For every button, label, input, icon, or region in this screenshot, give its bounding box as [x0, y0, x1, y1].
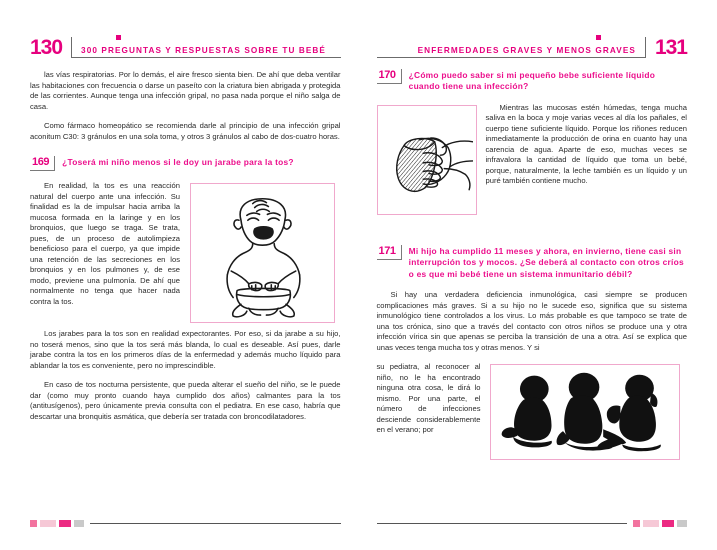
footer-block-pink — [633, 520, 640, 527]
figure-three-children — [490, 364, 680, 460]
footer-block-pink — [30, 520, 37, 527]
left-bottom-text — [30, 329, 341, 422]
footer-color-blocks — [633, 520, 687, 527]
question-170-block — [377, 69, 688, 93]
footer-block-lightpink — [40, 520, 56, 527]
paragraph: En caso de tos nocturna persistente, que pueda alterar el sueño del niño, se le puede dar (como muy pronto cuando haya cumplido dos años) calmantes para la tos (antitusígenos), pero únicamente previa consulta con el pediatra. En ese caso, habría que descartar una bronquitis asmática, que debería ser tratada con broncodilatadores. — [30, 380, 341, 421]
footer-block-gray — [74, 520, 84, 527]
question-text-171: Mi hijo ha cumplido 11 meses y ahora, en invierno, tiene casi sin interrupción tos y mocos. ¿Se deberá al contacto con otros críos o es que mi bebé tiene un sistema inmunitario débil? — [408, 245, 684, 279]
left-footer-ornament — [30, 518, 341, 528]
answer-170-column — [486, 103, 688, 215]
paragraph: Como fármaco homeopático se recomienda darle al principio de una infección gripal aconitum C30: 3 gránulos en una sola toma, y otros 3 gránulos al cabo de dos-cuatro horas. — [30, 121, 341, 141]
question-171-block — [377, 245, 688, 280]
page-number-right: 131 — [654, 36, 687, 59]
question-number-171: 171 — [377, 245, 402, 260]
paragraph: Si hay una verdadera deficiencia inmunológica, casi siempre se producen complicaciones más graves. Si a su hijo no le sucede eso, significa que su sistema inmunológico tiene controlados a los virus. Lo más probable es que tampoco se trate de una tos crónica, sino que a través del contacto con otros niños se produce una y otra infección vírica sin que apenas se perciba la transición de una a otra. Así se explica que unas veces tenga mucha tos y otras menos. Y si — [376, 290, 687, 352]
question-text-170: ¿Cómo puedo saber si mi pequeño bebe suficiente líquido cuando tiene una infección? — [408, 70, 656, 92]
page-number-left: 130 — [30, 36, 63, 59]
paragraph: Los jarabes para la tos son en realidad expectorantes. Por eso, si da jarabe a su hijo, no toserá menos, sino que la tos será más blanda, lo cual es deseable. Así pues, darle jarabe contra la tos en los primeros días de la enfermedad y además mucho líquido para ablandar la tos es conveniente, pero no imprescindible. — [30, 329, 341, 370]
figure-hands-cup — [377, 105, 477, 215]
three-children-silhouettes-icon — [494, 368, 676, 456]
footer-block-magenta — [59, 520, 71, 527]
question-169-content — [30, 181, 341, 323]
paragraph: su pediatra, al reconocer al niño, no le ha encontrado ninguna otra cosa, le dirá lo mismo. Por una parte, el número de infecciones desciende considerablemente en el verano; por — [376, 362, 481, 435]
running-head-rule-left — [71, 37, 340, 58]
figure-crying-baby — [190, 183, 335, 323]
answer-171-narrow-column — [377, 362, 481, 460]
answer-171-full-width — [377, 290, 688, 353]
question-number-170: 170 — [377, 69, 402, 84]
footer-rule — [90, 523, 341, 524]
footer-block-magenta — [662, 520, 674, 527]
right-footer-ornament — [377, 518, 688, 528]
hands-holding-cup-icon — [381, 109, 473, 211]
question-169-block — [30, 156, 341, 171]
paragraph: las vías respiratorias. Por lo demás, el aire fresco sienta bien. De ahí que deba ventilar las habitaciones con frecuencia o darse un paseíto con la criatura bien abrigada y protegida de las corrientes. Aunque tenga una infección gripal, no pasa nada porque el niño salga de casa. — [30, 70, 341, 111]
crying-baby-icon — [194, 187, 331, 319]
left-running-head — [30, 28, 341, 58]
question-number-169: 169 — [30, 156, 55, 171]
page-gutter — [358, 0, 359, 550]
footer-block-gray — [677, 520, 687, 527]
right-running-head — [377, 28, 688, 58]
paragraph: Mientras las mucosas estén húmedas, tenga mucha saliva en la boca y moje varias veces al día los pañales, el cuerpo tiene suficiente líquido. Porque los riñones reducen inmediatamente la producción de orina en cuanto hay una carencia de agua. Aparte de eso, muchas veces se infravalora la cantidad de líquido que toma un bebé, porque, naturalmente, la leche también es un líquido y un puré también contiene mucho. — [485, 102, 687, 186]
footer-color-blocks — [30, 520, 84, 527]
running-title-left: 300 PREGUNTAS Y RESPUESTAS SOBRE TU BEBÉ — [81, 46, 326, 55]
running-title-right: ENFERMEDADES GRAVES Y MENOS GRAVES — [417, 46, 636, 55]
header-square-marker-icon — [596, 35, 601, 40]
answer-169-narrow-column — [30, 181, 180, 323]
right-page — [359, 0, 717, 550]
running-head-rule-right — [377, 37, 646, 58]
header-square-marker-icon — [116, 35, 121, 40]
paragraph: En realidad, la tos es una reacción natural del cuerpo ante una infección. Su finalidad es la de impulsar hacia arriba la mucosa formada en la laringe y en los bronquios, que luego se traga. Se trata, pues, de un proceso de autolimpieza beneficioso para el cuerpo, ya que impide una retención de las secreciones en los bronquios y en los pulmones y, de ese modo, previene una pulmonía. De ahí que normalmente no tenga que hacer nada contra la tos. — [30, 181, 180, 306]
question-170-content — [377, 103, 688, 215]
footer-rule — [377, 523, 628, 524]
question-text-169: ¿Toserá mi niño menos si le doy un jarabe para la tos? — [62, 157, 294, 167]
left-top-text — [30, 70, 341, 142]
question-171-bottom-content — [377, 362, 688, 460]
footer-block-lightpink — [643, 520, 659, 527]
